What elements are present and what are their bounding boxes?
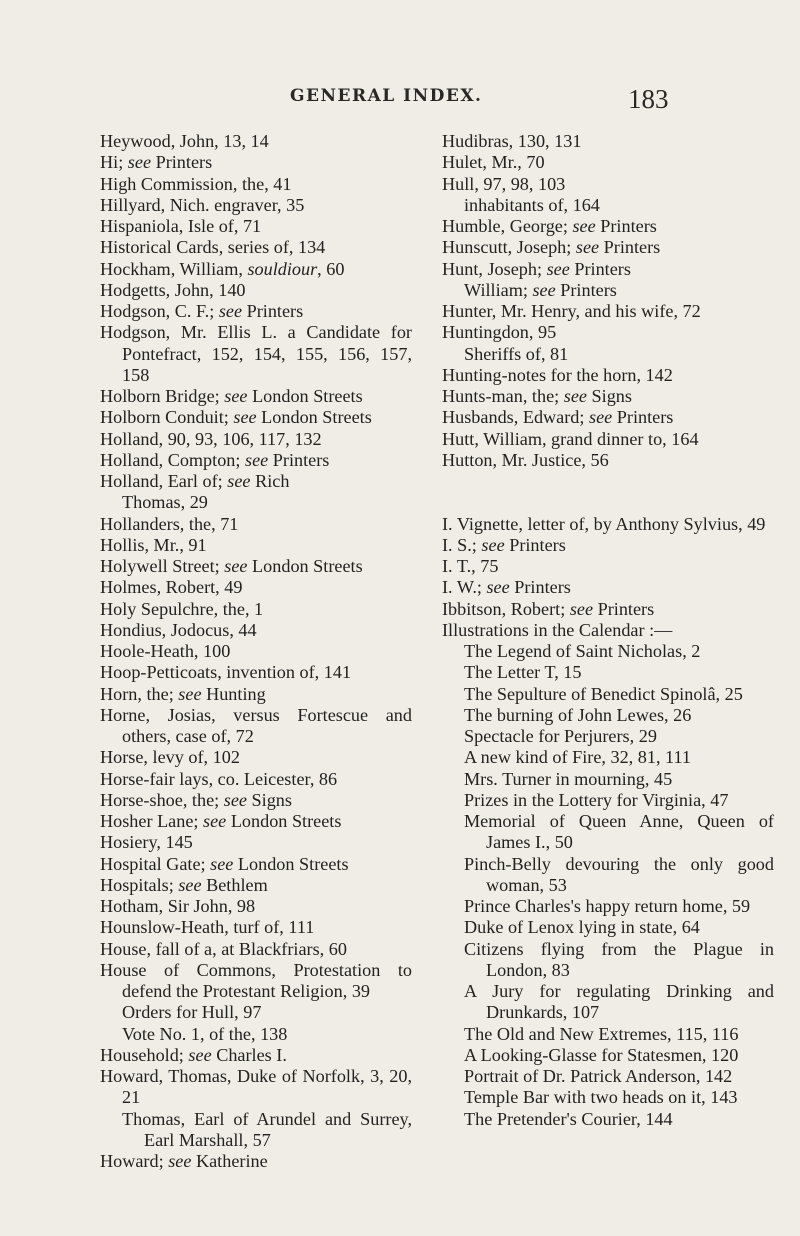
entry-text: Holland, Compton;: [100, 449, 245, 470]
cross-reference-target: Rich: [250, 471, 290, 491]
index-entry: [100, 195, 412, 216]
cross-reference-target: Bethlem: [201, 874, 268, 895]
page-title: GENERAL INDEX.: [290, 86, 483, 106]
cross-reference-target: Printers: [504, 534, 566, 555]
index-entry: [442, 450, 774, 471]
entry-text: The Sepulture of Benedict Spinolâ, 25: [464, 683, 743, 704]
index-entry: [100, 1045, 412, 1066]
index-entry: [442, 259, 774, 280]
entry-text: I. Vignette, letter of, by Anthony Sylvius, 49: [442, 513, 766, 534]
index-entry: [100, 875, 412, 896]
entry-text: Hull, 97, 98, 103: [442, 173, 566, 194]
entry-text: Hunts-man, the;: [442, 386, 564, 406]
index-subentry: [442, 939, 774, 982]
index-subentry: [442, 684, 774, 705]
cross-reference-target: Printers: [569, 258, 631, 279]
index-entry: [100, 556, 412, 577]
index-entry: [100, 769, 412, 790]
entry-text: Holmes, Robert, 49: [100, 577, 243, 598]
entry-text: Hollis, Mr., 91: [100, 534, 207, 555]
index-subentry: [442, 1024, 774, 1045]
cross-reference-target: London Streets: [226, 811, 342, 831]
index-entry: [100, 322, 412, 386]
entry-text: Sheriffs of, 81: [464, 343, 569, 364]
entry-text: Duke of Lenox lying in state, 64: [464, 917, 700, 938]
cross-reference-target: London Streets: [247, 556, 363, 576]
entry-text: Hutton, Mr. Justice, 56: [442, 449, 609, 470]
cross-reference-italic: see: [233, 407, 257, 428]
entry-text: Hotham, Sir John, 98: [100, 896, 256, 916]
entry-text: Horn, the;: [100, 683, 179, 704]
index-subentry: [442, 917, 774, 938]
index-entry: [442, 152, 774, 173]
entry-text: Thomas, Earl of Arundel and Surrey, Earl Marshall, 57: [122, 1108, 412, 1150]
entry-text: Hoop-Petticoats, invention of, 141: [100, 662, 352, 683]
index-entry: [100, 514, 412, 535]
index-subentry: [442, 705, 774, 726]
cross-reference-italic: see: [224, 556, 248, 576]
entry-text: Huntingdon, 95: [442, 322, 557, 343]
running-head: [0, 86, 800, 126]
entry-text: Memorial of Queen Anne, Queen of James I., 50: [464, 811, 774, 853]
index-entry: [100, 1151, 412, 1172]
entry-text: Hospitals;: [100, 874, 179, 895]
cross-reference-target: Printers: [595, 216, 657, 236]
index-entry: [100, 152, 412, 173]
cross-reference-target: Katherine: [191, 1151, 268, 1171]
entry-text: Horse-shoe, the;: [100, 789, 224, 810]
index-subentry: [100, 1002, 412, 1023]
entry-text: High Commission, the, 41: [100, 173, 292, 194]
index-entry: [100, 747, 412, 768]
cross-reference-italic: see: [168, 1151, 192, 1171]
entry-text: Hosiery, 145: [100, 832, 193, 853]
index-entry: [100, 684, 412, 705]
cross-reference-target: Hunting: [201, 683, 266, 704]
entry-text: Holborn Conduit;: [100, 407, 234, 428]
cross-reference-target: Signs: [586, 386, 632, 406]
entry-text: The burning of John Lewes, 26: [464, 704, 692, 725]
index-entry: [100, 832, 412, 853]
cross-reference-italic: see: [178, 874, 202, 895]
index-subentry: [442, 641, 774, 662]
index-entry: [100, 854, 412, 875]
index-entry: [100, 386, 412, 407]
entry-text: Husbands, Edward;: [442, 407, 589, 428]
entry-text: Ibbitson, Robert;: [442, 598, 570, 619]
entry-text: I. S.;: [442, 534, 482, 555]
index-subentry: [100, 1024, 412, 1045]
index-entry: [100, 216, 412, 237]
index-entry: [442, 322, 774, 343]
cross-reference-target: Signs: [246, 789, 292, 810]
index-entry: [100, 1066, 412, 1109]
entry-text: A Looking-Glasse for Statesmen, 120: [464, 1044, 739, 1065]
cross-reference-italic: see: [245, 449, 269, 470]
index-entry: [442, 301, 774, 322]
index-entry: [442, 599, 774, 620]
index-entry: [442, 407, 774, 428]
entry-text: Prizes in the Lottery for Virginia, 47: [464, 789, 729, 810]
index-entry: [442, 577, 774, 598]
entry-text: Illustrations in the Calendar :—: [442, 619, 673, 640]
entry-text: Hunscutt, Joseph;: [442, 237, 576, 258]
entry-text: Hunt, Joseph;: [442, 258, 547, 279]
index-entry: [100, 174, 412, 195]
entry-text: Spectacle for Perjurers, 29: [464, 726, 657, 746]
index-entry: [100, 429, 412, 450]
entry-text: Historical Cards, series of, 134: [100, 237, 326, 258]
entry-text: The Letter T, 15: [464, 662, 582, 683]
entry-text: Hollanders, the, 71: [100, 513, 239, 534]
entry-text: Hulet, Mr., 70: [442, 152, 545, 173]
entry-text: Portrait of Dr. Patrick Anderson, 142: [464, 1066, 733, 1086]
cross-reference-italic: see: [486, 577, 510, 598]
entry-text: The Legend of Saint Nicholas, 2: [464, 641, 701, 661]
index-entry: [100, 599, 412, 620]
index-subentry: [442, 854, 774, 897]
cross-reference-italic: see: [532, 279, 556, 300]
index-entry: [442, 620, 774, 641]
entry-gap: [442, 492, 774, 513]
entry-text: Hudibras, 130, 131: [442, 131, 582, 151]
index-subentry: [442, 1109, 774, 1130]
entry-text: I. T., 75: [442, 556, 499, 576]
cross-reference-italic: see: [569, 598, 594, 619]
entry-text: Temple Bar with two heads on it, 143: [464, 1087, 738, 1108]
cross-reference-target: Charles I.: [211, 1044, 287, 1065]
entry-gap: [442, 471, 774, 492]
index-entry: [100, 535, 412, 556]
index-entry: [100, 790, 412, 811]
entry-text: Humble, George;: [442, 216, 573, 236]
index-subentry: [442, 195, 774, 216]
index-subentry: [442, 747, 774, 768]
cross-reference-target: Printers: [151, 152, 213, 173]
cross-reference-italic: see: [188, 1044, 212, 1065]
index-entry: [442, 237, 774, 258]
cross-reference-italic: see: [546, 258, 570, 279]
entry-text: Horse, levy of, 102: [100, 747, 240, 768]
entry-text: Hispaniola, Isle of, 71: [100, 216, 262, 236]
entry-text: I. W.;: [442, 577, 487, 598]
index-entry: [100, 237, 412, 258]
index-subentry: [100, 1109, 412, 1152]
cross-reference-target: Printers: [509, 577, 571, 598]
entry-text: Hondius, Jodocus, 44: [100, 619, 257, 640]
entry-text: Hospital Gate;: [100, 853, 211, 874]
index-entry: [442, 174, 774, 195]
index-entry: [100, 407, 412, 428]
index-entry: [100, 131, 412, 152]
index-entry: [100, 641, 412, 662]
entry-text: Hosher Lane;: [100, 811, 204, 831]
page-number: 183: [628, 84, 669, 114]
index-subentry: [442, 1087, 774, 1108]
entry-text: The Pretender's Courier, 144: [464, 1108, 673, 1129]
index-entry: [100, 301, 412, 322]
index-entry: [100, 960, 412, 1003]
index-subentry: [442, 280, 774, 301]
index-entry: [100, 917, 412, 938]
cross-reference-italic: see: [224, 386, 248, 406]
entry-text: Horne, Josias, versus Fortescue and others, case of, 72: [100, 704, 412, 746]
index-entry: [100, 280, 412, 301]
entry-text: Hutt, William, grand dinner to, 164: [442, 428, 699, 449]
index-subentry: [442, 769, 774, 790]
entry-text: A new kind of Fire, 32, 81, 111: [464, 747, 691, 768]
entry-text: The Old and New Extremes, 115, 116: [464, 1023, 739, 1044]
entry-text: inhabitants of, 164: [464, 194, 600, 215]
entry-text: Holywell Street;: [100, 556, 225, 576]
index-entry: [100, 662, 412, 683]
entry-text: House of Commons, Protestation to defend the Protestant Religion, 39: [100, 959, 412, 1001]
cross-reference-italic: souldiour: [247, 258, 318, 279]
index-subentry: [442, 1045, 774, 1066]
entry-text: Heywood, John, 13, 14: [100, 131, 269, 151]
cross-reference-target: Printers: [612, 407, 674, 428]
index-entry: [100, 896, 412, 917]
cross-reference-italic: see: [210, 853, 234, 874]
entry-text: Orders for Hull, 97: [122, 1002, 262, 1023]
entry-text: Thomas, 29: [122, 492, 208, 513]
entry-text: Howard, Thomas, Duke of Norfolk, 3, 20, 21: [100, 1066, 412, 1108]
index-subentry: [442, 662, 774, 683]
index-entry: [100, 577, 412, 598]
entry-text: Hoole-Heath, 100: [100, 641, 231, 661]
index-entry: [442, 365, 774, 386]
cross-reference-italic: see: [178, 683, 202, 704]
entry-text: Hillyard, Nich. engraver, 35: [100, 194, 305, 215]
cross-reference-italic: see: [572, 216, 596, 236]
entry-text: Hi;: [100, 152, 128, 173]
index-subentry: [442, 344, 774, 365]
index-entry: [442, 556, 774, 577]
entry-text: Hodgson, C. F.;: [100, 301, 219, 321]
entry-text: Horse-fair lays, co. Leicester, 86: [100, 768, 338, 789]
index-entry: [100, 939, 412, 960]
cross-reference-target: Printers: [555, 279, 617, 300]
entry-text: Holland, 90, 93, 106, 117, 132: [100, 428, 322, 449]
cross-reference-target: Printers: [599, 237, 661, 258]
index-entry: [442, 216, 774, 237]
index-entry: [100, 450, 412, 471]
cross-reference-italic: see: [227, 471, 251, 491]
cross-reference-target: London Streets: [247, 386, 363, 406]
cross-reference-italic: see: [127, 152, 152, 173]
index-subentry: [442, 790, 774, 811]
entry-text: Household;: [100, 1044, 189, 1065]
entry-text: Holy Sepulchre, the, 1: [100, 598, 264, 619]
entry-text: Hunter, Mr. Henry, and his wife, 72: [442, 301, 701, 321]
index-entry: [100, 471, 412, 492]
index-subentry: [442, 811, 774, 854]
cross-reference-italic: see: [589, 407, 613, 428]
entry-text: Citizens flying from the Plague in London, 83: [464, 938, 774, 980]
entry-text: Hockham, William,: [100, 258, 248, 279]
cross-reference-italic: see: [223, 789, 247, 810]
entry-text: Mrs. Turner in mourning, 45: [464, 768, 673, 789]
cross-reference-target: London Streets: [256, 407, 372, 428]
entry-text: House, fall of a, at Blackfriars, 60: [100, 938, 347, 959]
cross-reference-target: Printers: [593, 598, 655, 619]
index-entry: [100, 259, 412, 280]
cross-reference-target: Printers: [242, 301, 304, 321]
index-subentry: [100, 492, 412, 513]
cross-reference-italic: see: [481, 534, 505, 555]
cross-reference-italic: see: [563, 386, 587, 406]
index-entry: [100, 705, 412, 748]
index-entry: [442, 429, 774, 450]
entry-text: Prince Charles's happy return home, 59: [464, 896, 751, 916]
entry-text: Hodgetts, John, 140: [100, 279, 246, 300]
entry-text: Vote No. 1, of the, 138: [122, 1023, 288, 1044]
entry-text: A Jury for regulating Drinking and Drunkards, 107: [464, 981, 774, 1023]
entry-text: Howard;: [100, 1151, 169, 1171]
index-subentry: [442, 896, 774, 917]
index-column-right: [442, 131, 774, 1130]
index-entry: [100, 620, 412, 641]
entry-text: William;: [464, 279, 533, 300]
index-entry: [442, 514, 774, 535]
index-subentry: [442, 1066, 774, 1087]
index-subentry: [442, 726, 774, 747]
index-entry: [100, 811, 412, 832]
cross-reference-target: Printers: [268, 449, 330, 470]
cross-reference-target: London Streets: [233, 853, 349, 874]
index-subentry: [442, 981, 774, 1024]
cross-reference-italic: see: [218, 301, 243, 321]
index-column-left: [100, 131, 412, 1172]
index-entry: [442, 535, 774, 556]
cross-reference-target: , 60: [317, 258, 345, 279]
entry-text: Hounslow-Heath, turf of, 111: [100, 917, 315, 938]
cross-reference-italic: see: [575, 237, 600, 258]
entry-text: Hodgson, Mr. Ellis L. a Candidate for Pontefract, 152, 154, 155, 156, 157, 158: [100, 322, 412, 385]
index-entry: [442, 386, 774, 407]
cross-reference-italic: see: [203, 811, 227, 831]
entry-text: Holborn Bridge;: [100, 386, 225, 406]
entry-text: Pinch-Belly devouring the only good woman, 53: [464, 853, 774, 895]
index-entry: [442, 131, 774, 152]
entry-text: Holland, Earl of;: [100, 471, 228, 491]
entry-text: Hunting-notes for the horn, 142: [442, 364, 673, 385]
